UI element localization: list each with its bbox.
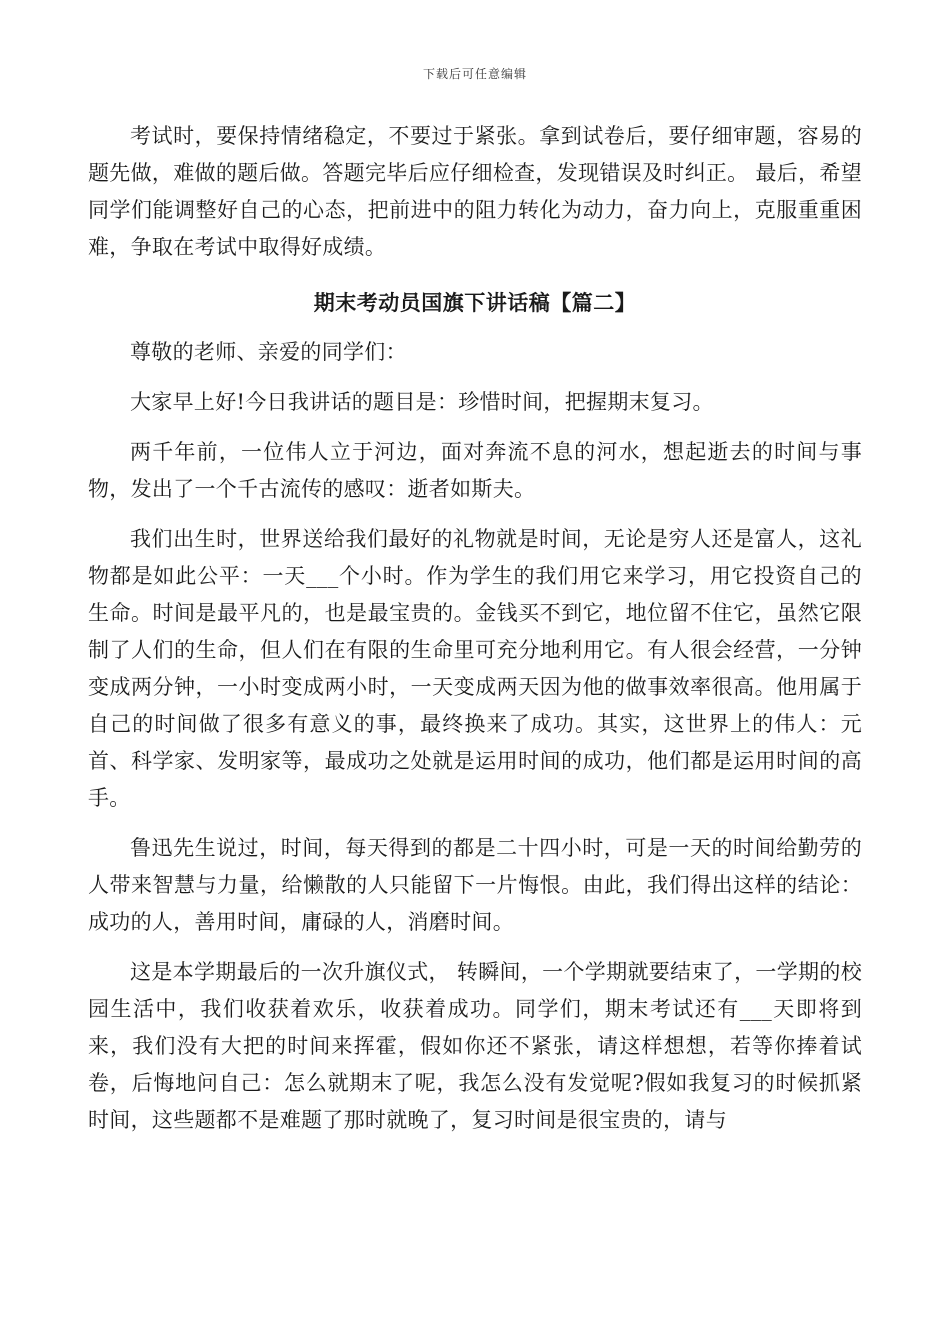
paragraph-river-story: 两千年前，一位伟人立于河边，面对奔流不息的河水，想起逝去的时间与事物，发出了一个千古流传的感叹：逝者如斯夫。 bbox=[88, 440, 862, 501]
paragraph-exam-advice: 考试时，要保持情绪稳定，不要过于紧张。拿到试卷后，要仔细审题，容易的题先做，难做的题后做。答题完毕后应仔细检查，发现错误及时纠正。 最后，希望同学们能调整好自己的心态，把前进中的阻力转化为动力，奋力向上，克服重重困难，争取在考试中取得好成绩。 bbox=[88, 124, 862, 259]
paragraph-greeting: 大家早上好!今日我讲话的题目是：珍惜时间，把握期末复习。 bbox=[130, 390, 714, 414]
section-title: 期末考动员国旗下讲话稿【篇二】 bbox=[313, 290, 637, 315]
document-body bbox=[88, 118, 862, 1139]
page-header-note: 下载后可任意编辑 bbox=[422, 67, 527, 81]
paragraph-time-gift: 我们出生时，世界送给我们最好的礼物就是时间，无论是穷人还是富人，这礼物都是如此公平：一天___个小时。作为学生的我们用它来学习，用它投资自己的生命。时间是最平凡的，也是最宝贵的。金钱买不到它，地位留不住它，虽然它限制了人们的生命，但人们在有限的生命里可充分地利用它。有人很会经营，一分钟变成两分钟，一小时变成两小时，一天变成两天因为他的做事效率很高。他用属于自己的时间做了很多有意义的事，最终换来了成功。其实，这世界上的伟人：元首、科学家、发明家等，最成功之处就是运用时间的成功，他们都是运用时间的高手。 bbox=[88, 527, 862, 810]
paragraph-final-flag-ceremony: 这是本学期最后的一次升旗仪式， 转瞬间，一个学期就要结束了，一学期的校园生活中，我们收获着欢乐，收获着成功。同学们，期末考试还有___天即将到来，我们没有大把的时间来挥霍，假如你还不紧张，请这样想想，若等你捧着试卷，后悔地问自己：怎么就期末了呢，我怎么没有发觉呢?假如我复习的时候抓紧时间，这些题都不是难题了那时就晚了，复习时间是很宝贵的，请与 bbox=[88, 960, 862, 1132]
paragraph-luxun-quote: 鲁迅先生说过，时间，每天得到的都是二十四小时，可是一天的时间给勤劳的人带来智慧与力量，给懒散的人只能留下一片悔恨。由此，我们得出这样的结论：成功的人，善用时间，庸碌的人，消磨时间。 bbox=[88, 836, 862, 934]
paragraph-salutation: 尊敬的老师、亲爱的同学们： bbox=[130, 340, 407, 364]
